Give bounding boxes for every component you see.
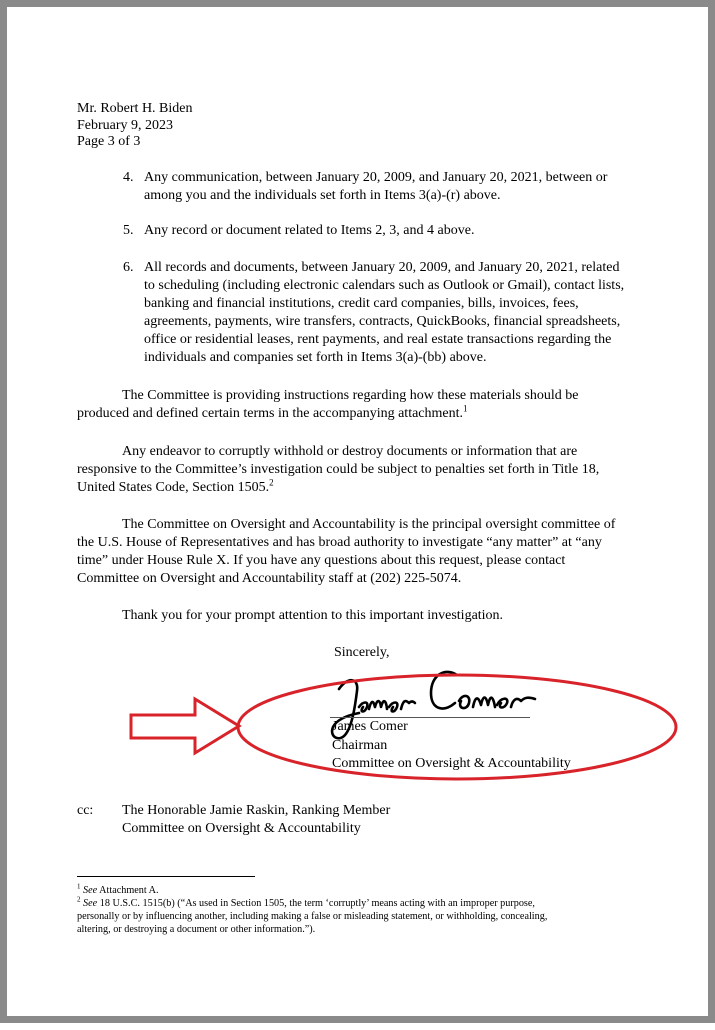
footnote-2-line: personally or by influencing another, including making a false or misleading statement, or withholding, concealing, [77, 911, 548, 922]
paragraph-line: United States Code, Section 1505.$^2$ [77, 477, 274, 495]
list-item-line: to scheduling (including electronic calendars such as Outlook or Gmail), contact lists, [144, 278, 625, 293]
footnote-2: $^2$ See 18 U.S.C. 1515(b) (“As used in Section 1505, the term ‘corruptly’ means acting with an improper purpose, [77, 895, 535, 909]
paragraph-line: Any endeavor to corruptly withhold or destroy documents or information that are [122, 444, 578, 459]
paragraph-line: the U.S. House of Representatives and has broad authority to investigate “any matter” at “any [77, 535, 602, 550]
paragraph-line: The Committee is providing instructions regarding how these materials should be [122, 388, 579, 403]
salutation: Sincerely, [334, 645, 390, 660]
paragraph-line: Committee on Oversight and Accountability staff at (202) 225-5074. [77, 571, 462, 586]
list-item-number: 4. [123, 170, 134, 185]
signer-title: Chairman [332, 738, 388, 753]
paragraph-line: time” under House Rule X. If you have any questions about this request, please contact [77, 553, 566, 568]
footnote-2-line: altering, or destroying a document or other information.”). [77, 924, 316, 935]
list-item-number: 5. [123, 223, 134, 238]
footnote-ref: 1 [463, 403, 468, 414]
footnote-1: $^1$ See Attachment A. [77, 882, 159, 896]
arrow-icon [131, 699, 239, 753]
list-item-line: Any communication, between January 20, 2009, and January 20, 2021, between or [144, 170, 608, 185]
paragraph-line: responsive to the Committee’s investigation could be subject to penalties set forth in Title 18, [77, 462, 600, 477]
cc-recipient: The Honorable Jamie Raskin, Ranking Member [122, 803, 391, 818]
letter-date: February 9, 2023 [77, 118, 174, 133]
paragraph-line: The Committee on Oversight and Accountability is the principal oversight committee of [122, 517, 616, 532]
recipient-name: Mr. Robert H. Biden [77, 101, 193, 116]
cc-label: cc: [77, 803, 94, 818]
list-item-line: office or residential leases, rent payments, and real estate transactions regarding the [144, 332, 612, 347]
list-item-line: banking and financial institutions, credit card companies, bills, invoices, fees, [144, 296, 579, 311]
list-item-line: All records and documents, between January 20, 2009, and January 20, 2021, related [144, 260, 620, 275]
footnote-ref: 2 [269, 477, 274, 488]
list-item-line: Any record or document related to Items 2, 3, and 4 above. [144, 223, 475, 238]
list-item-line: agreements, payments, wire transfers, contracts, QuickBooks, financial spreadsheets, [144, 314, 621, 329]
signer-committee: Committee on Oversight & Accountability [332, 756, 571, 771]
list-item-line: individuals and companies set forth in Items 3(a)-(bb) above. [144, 350, 487, 365]
paragraph-line: Thank you for your prompt attention to this important investigation. [122, 608, 504, 623]
list-item-line: among you and the individuals set forth in Items 3(a)-(r) above. [144, 188, 501, 203]
footnote-divider [77, 876, 255, 877]
cc-committee: Committee on Oversight & Accountability [122, 821, 361, 836]
signer-name: James Comer [332, 719, 408, 734]
paragraph-line: produced and defined certain terms in the accompanying attachment.$^1$ [77, 403, 468, 421]
page-number: Page 3 of 3 [77, 134, 141, 149]
list-item-number: 6. [123, 260, 134, 275]
